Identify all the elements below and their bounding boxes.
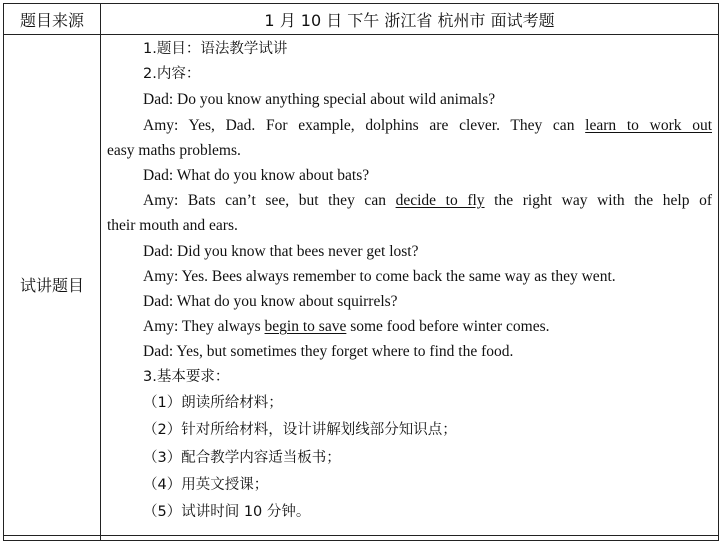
content-row — [4, 35, 719, 536]
requirement-item: （3）配合教学内容适当板书； — [143, 449, 341, 466]
underlined-phrase: learn to work out — [585, 116, 713, 134]
dialogue-line: Dad: Yes, but sometimes they forget where to find the food. — [143, 343, 514, 361]
content-label: 2.内容： — [143, 66, 201, 83]
bottom-cell-right — [101, 535, 719, 540]
dialogue-text: easy maths problems. — [107, 141, 241, 159]
dialogue-text: Amy: Bats can’t see, but they can — [143, 192, 386, 210]
requirements-label: 3.基本要求： — [143, 368, 230, 385]
header-row — [4, 4, 719, 35]
dialogue-text: Amy: They always — [143, 318, 261, 336]
dialogue-line — [107, 314, 712, 339]
source-value: 1 月 10 日 下午 浙江省 杭州市 面试考题 — [101, 4, 719, 35]
source-label: 题目来源 — [4, 4, 101, 35]
underlined-phrase: begin to save — [264, 318, 347, 336]
dialogue-paragraph — [107, 113, 712, 163]
table-bottom-edge — [4, 535, 719, 540]
dialogue-line: Dad: What do you know about squirrels? — [143, 293, 398, 311]
dialogue-text: Amy: Yes, Dad. For example, dolphins are clever. They can — [143, 116, 575, 134]
dialogue-line: Dad: Did you know that bees never get lost? — [143, 242, 419, 260]
dialogue-line: Dad: Do you know anything special about wild animals? — [143, 91, 496, 109]
requirement-item: （2）针对所给材料，设计讲解划线部分知识点； — [143, 422, 457, 439]
requirement-item: （5）试讲时间 10 分钟。 — [143, 504, 311, 521]
topic-side-label: 试讲题目 — [4, 35, 101, 536]
dialogue-text: the right way with the help of — [494, 192, 713, 210]
bottom-cell-left — [4, 535, 101, 540]
topic-title: 1.题目：语法教学试讲 — [143, 41, 288, 57]
dialogue-paragraph — [107, 188, 712, 238]
requirement-item: （4）用英文授课； — [143, 477, 269, 494]
topic-content — [101, 35, 719, 536]
dialogue-text: their mouth and ears. — [107, 217, 238, 235]
dialogue-line: Dad: What do you know about bats? — [143, 167, 370, 185]
requirement-item: （1）朗读所给材料； — [143, 394, 283, 411]
dialogue-text: some food before winter comes. — [350, 318, 550, 336]
exam-table — [3, 3, 719, 541]
dialogue-line: Amy: Yes. Bees always remember to come back the same way as they went. — [143, 267, 616, 285]
underlined-phrase: decide to fly — [395, 192, 485, 210]
